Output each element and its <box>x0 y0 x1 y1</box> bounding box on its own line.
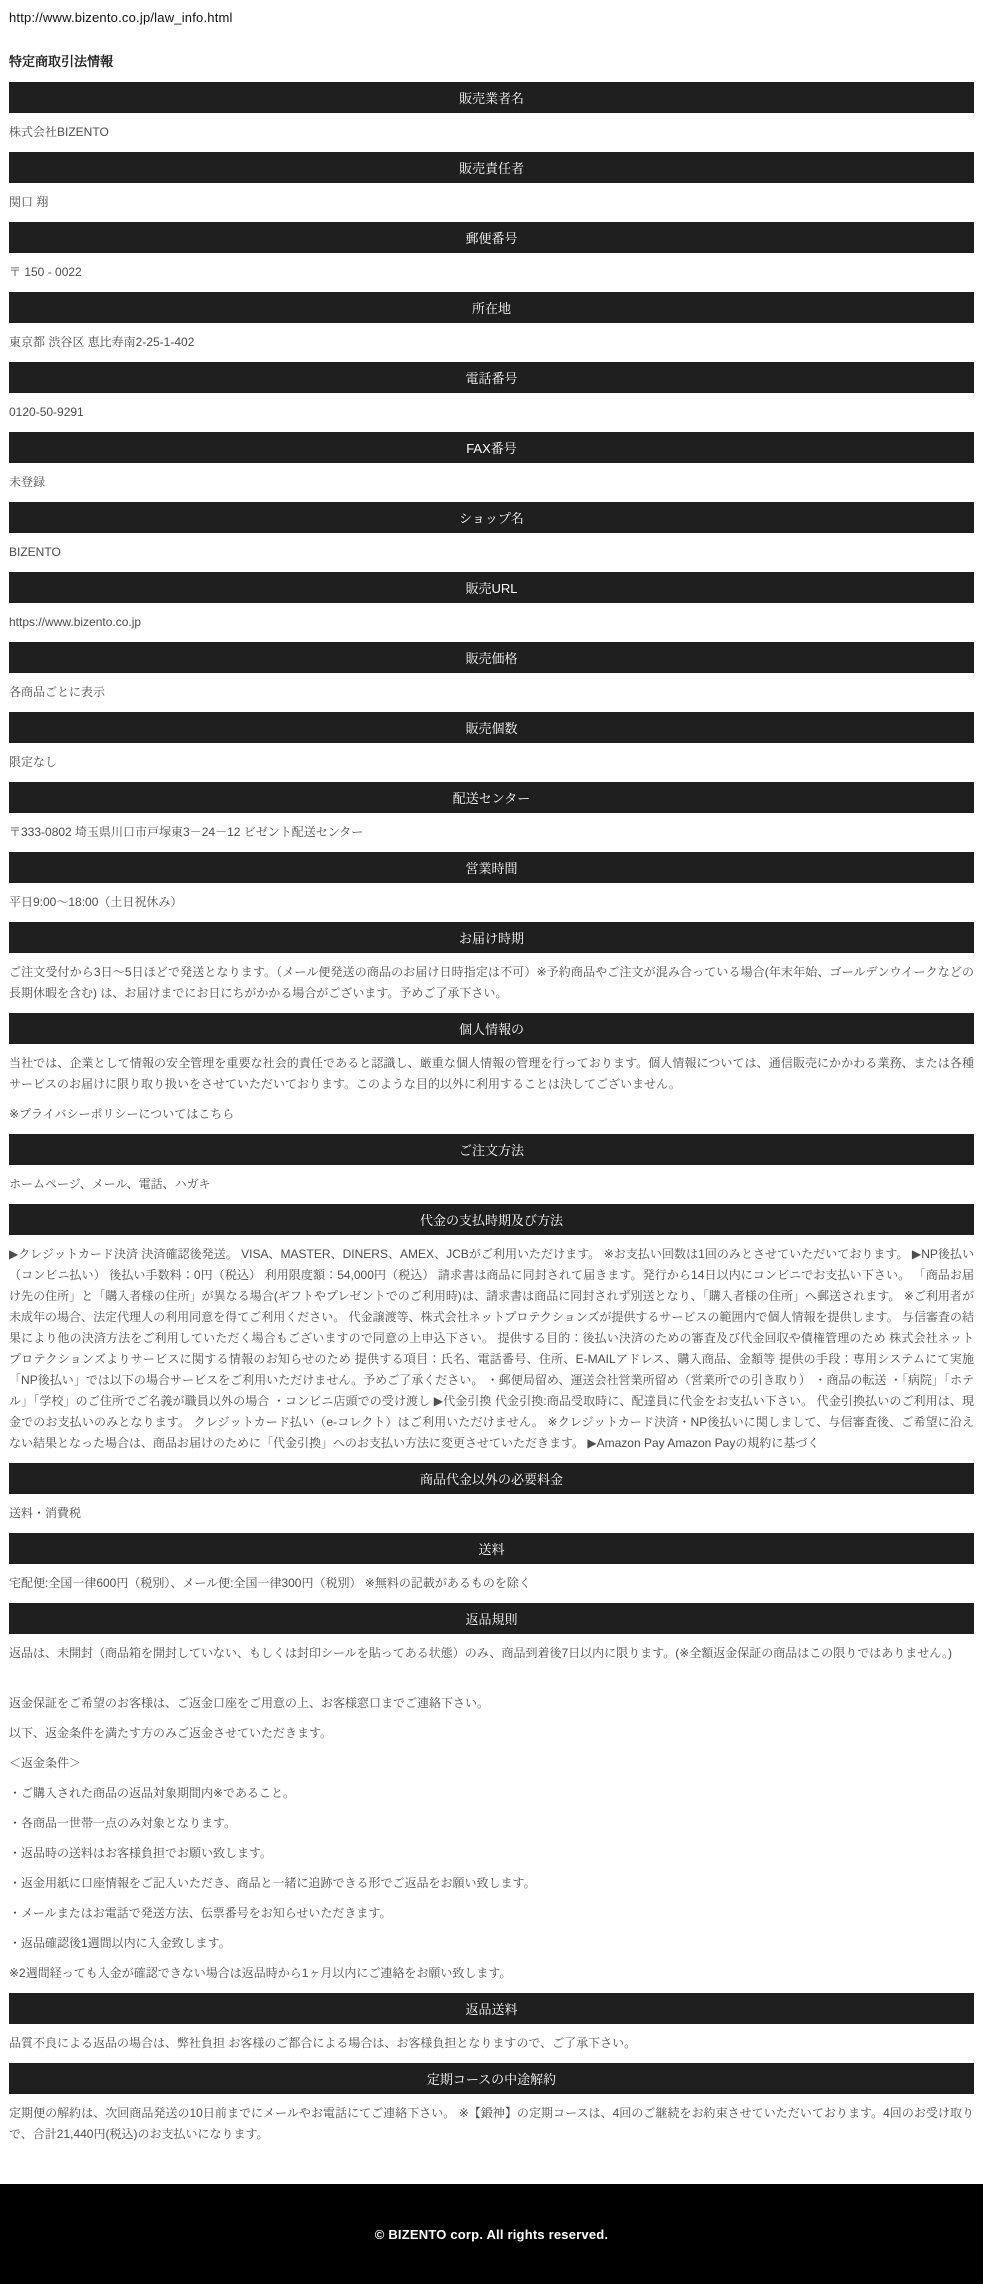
section-body-text <box>9 1673 974 1687</box>
section-header-bar: 郵便番号 <box>9 222 974 253</box>
section-header-bar: ご注文方法 <box>9 1134 974 1165</box>
law-section <box>9 1463 974 1524</box>
section-body-link-text[interactable]: ※プライバシーポリシーについてはこちら <box>9 1107 235 1121</box>
section-body-link-text[interactable]: https://www.bizento.co.jp <box>9 615 142 629</box>
law-section <box>9 292 974 353</box>
section-body-text: BIZENTO <box>9 545 61 559</box>
section-body-text: 株式会社BIZENTO <box>9 125 109 139</box>
section-body-text: 〒 150 - 0022 <box>9 265 82 279</box>
section-body-text: ご注文受付から3日～5日ほどで発送となります。（メール便発送の商品のお届け日時指定は不可）※予約商品やご注文が混み合っている場合(年末年始、ゴールデンウイークなどの長期休暇を含む) は、お届けまでにお日にちがかかる場合がございます。予めご了承下さい。 <box>9 965 974 1000</box>
section-header-bar: 販売責任者 <box>9 152 974 183</box>
section-header-bar: 送料 <box>9 1533 974 1564</box>
section-body-text: ・ご購入された商品の返品対象期間内※であること。 <box>9 1786 296 1800</box>
law-section <box>9 2063 974 2145</box>
section-body-text: ・メールまたはお電話で発送方法、伝票番号をお知らせいただきます。 <box>9 1906 392 1920</box>
section-header-bar: FAX番号 <box>9 432 974 463</box>
section-header-bar: 返品送料 <box>9 1993 974 2024</box>
section-body-text: 〒333-0802 埼玉県川口市戸塚東3－24－12 ビゼント配送センター <box>9 825 364 839</box>
section-header-bar: 営業時間 <box>9 852 974 883</box>
law-section <box>9 782 974 843</box>
page-footer <box>0 2184 983 2284</box>
section-body-text: ・返品時の送料はお客様負担でお願い致します。 <box>9 1846 273 1860</box>
section-header-bar: 代金の支払時期及び方法 <box>9 1204 974 1235</box>
section-body-text: 当社では、企業として情報の安全管理を重要な社会的責任であると認識し、厳重な個人情報の管理を行っております。個人情報については、通信販売にかかわる業務、または各種サービスのお届けに限り取り扱いをさせていただいております。このような目的以外に利用することは決してございません。 <box>9 1056 974 1091</box>
section-body-text: 関口 翔 <box>9 195 49 209</box>
law-section <box>9 1204 974 1454</box>
section-header-bar: 販売個数 <box>9 712 974 743</box>
law-section <box>9 432 974 493</box>
section-body-text: 宅配便:全国一律600円（税別）、メール便:全国一律300円（税別） ※無料の記載があるものを除く <box>9 1576 531 1590</box>
law-section <box>9 82 974 143</box>
section-header-bar: 返品規則 <box>9 1603 974 1634</box>
law-section <box>9 502 974 563</box>
law-section <box>9 1533 974 1594</box>
section-header-bar: お届け時期 <box>9 922 974 953</box>
law-section <box>9 572 974 633</box>
section-body-text: ・各商品一世帯一点のみ対象となります。 <box>9 1816 237 1830</box>
section-body-text: 品質不良による返品の場合は、弊社負担 お客様のご都合による場合は、お客様負担となりますので、ご了承下さい。 <box>9 2036 637 2050</box>
section-body-text: 限定なし <box>9 755 58 769</box>
section-body-text: 返金保証をご希望のお客様は、ご返金口座をご用意の上、お客様窓口までご連絡下さい。 <box>9 1696 490 1710</box>
section-header-bar: 定期コースの中途解約 <box>9 2063 974 2094</box>
section-body-text: ・返品確認後1週間以内に入金致します。 <box>9 1936 231 1950</box>
section-body-text: 未登録 <box>9 475 46 489</box>
section-body-text: 定期便の解約は、次回商品発送の10日前までにメールやお電話にてご連絡下さい。 ※【鍛神】の定期コースは、4回のご継続をお約束させていただいております。4回のお受け取りで、合計21,440円(税込)のお支払いになります。 <box>9 2106 974 2141</box>
section-header-bar: 所在地 <box>9 292 974 323</box>
section-header-bar: ショップ名 <box>9 502 974 533</box>
law-section <box>9 922 974 1004</box>
section-body-text: ・返金用紙に口座情報をご記入いただき、商品と一緒に追跡できる形でご返品をお願い致します。 <box>9 1876 536 1890</box>
section-body-text: 返品は、未開封（商品箱を開封していない、もしくは封印シールを貼ってある状態）のみ、商品到着後7日以内に限ります。(※全額返金保証の商品はこの限りではありません。) <box>9 1646 952 1660</box>
page-title: 特定商取引法情報 <box>9 54 114 69</box>
section-body-text: ホームページ、メール、電話、ハガキ <box>9 1177 211 1191</box>
section-header-bar: 販売価格 <box>9 642 974 673</box>
section-body-text: 平日9:00～18:00（土日祝休み） <box>9 895 183 909</box>
section-body-text: 0120-50-9291 <box>9 405 84 419</box>
law-sections <box>9 82 974 2145</box>
section-body-text: 送料・消費税 <box>9 1506 82 1520</box>
law-section <box>9 362 974 423</box>
section-header-bar: 商品代金以外の必要料金 <box>9 1463 974 1494</box>
law-section <box>9 1993 974 2054</box>
section-header-bar: 電話番号 <box>9 362 974 393</box>
page-url: http://www.bizento.co.jp/law_info.html <box>9 10 233 25</box>
copyright-text: © BIZENTO corp. All rights reserved. <box>374 2226 609 2242</box>
law-section <box>9 712 974 773</box>
section-body-text: 各商品ごとに表示 <box>9 685 106 699</box>
law-section <box>9 642 974 703</box>
law-section <box>9 222 974 283</box>
law-section <box>9 1134 974 1195</box>
section-body-text: 以下、返金条件を満たす方のみご返金させていただきます。 <box>9 1726 333 1740</box>
section-body-text: ▶クレジットカード決済 決済確認後発送。 VISA、MASTER、DINERS、AMEX、JCBがご利用いただけます。 ※お支払い回数は1回のみとさせていただいております。 ▶NP後払い（コンビニ払い） 後払い手数料：0円（税込） 利用限度額：54,000円（税込） 請求書は商品に同封されて届きます。発行から14日以内にコンビニでお支払い下さい。 「商品お届け先の住所」と「購入者様の住所」が異なる場合(ギフトやプレゼントでのご利用時)は、請求書は商品に同封されず別送となり、「購入者様の住所」へ郵送されます。 ※ご利用者が未成年の場合、法定代理人の利用同意を得てご利用ください。 代金譲渡等、株式会社ネットプロテクションズが提供するサービスの範囲内で個人情報を提供します。 与信審査の結果により他の決済方法をご利用していただく場合もございますので同意の上申込下さい。 提供する目的：後払い決済のための審査及び代金回収や債権管理のため 株式会社ネットプロテクションズよりサービスに関する情報のお知らせのため 提供する項目：氏名、電話番号、住所、E-MAILアドレス、購入商品、金額等 提供の手段：専用システムにて実施 「NP後払い」では以下の場合サービスをご利用いただけません。予めご了承ください。 ・郵便局留め、運送会社営業所留め（営業所での引き取り） ・商品の転送 ・「病院」「ホテル」「学校」のご住所でご名義が職員以外の場合 ・コンビニ店頭での受け渡し ▶代金引換 代金引換:商品受取時に、配達員に代金をお支払い下さい。 代金引換払いのご利用は、現金でのお支払いのみとなります。 クレジットカード払い（e-コレクト）はご利用いただけません。 ※クレジットカード決済・NP後払いに関しまして、与信審査後、ご希望に沿えない結果となった場合は、商品お届けのために「代金引換」へのお支払い方法に変更させていただきます。 ▶Amazon Pay Amazon Payの規約に基づく <box>9 1247 974 1450</box>
law-section <box>9 852 974 913</box>
law-section <box>9 152 974 213</box>
section-body-text: 東京都 渋谷区 恵比寿南2-25-1-402 <box>9 335 195 349</box>
law-section <box>9 1013 974 1125</box>
section-header-bar: 配送センター <box>9 782 974 813</box>
law-section <box>9 1603 974 1984</box>
section-header-bar: 販売業者名 <box>9 82 974 113</box>
section-header-bar: 個人情報の <box>9 1013 974 1044</box>
section-header-bar: 販売URL <box>9 572 974 603</box>
section-body-text: ＜返金条件＞ <box>9 1756 82 1770</box>
section-body-text: ※2週間経っても入金が確認できない場合は返品時から1ヶ月以内にご連絡をお願い致します。 <box>9 1966 512 1980</box>
